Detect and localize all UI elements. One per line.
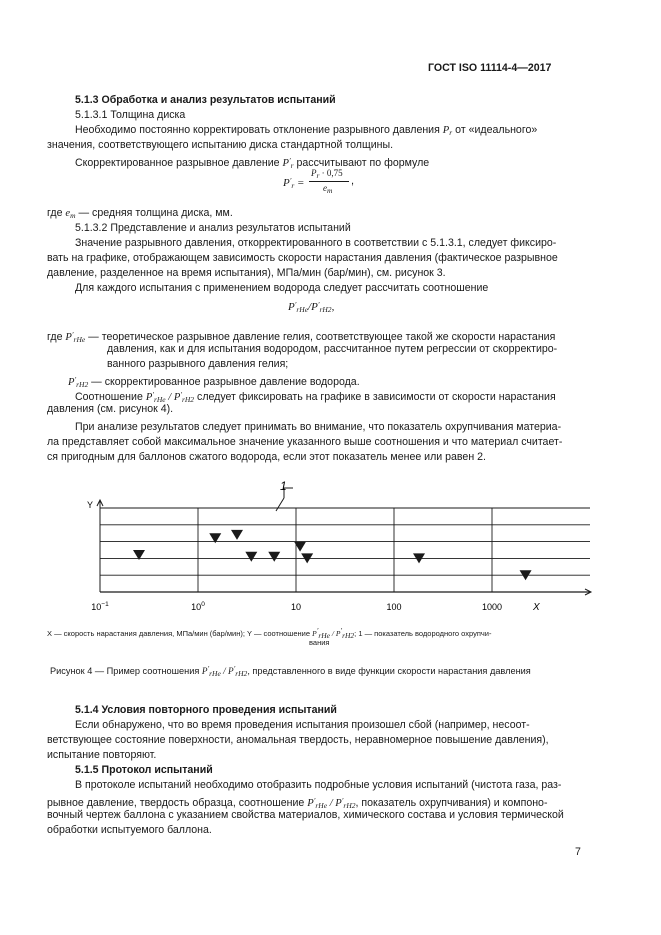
section-5-1-5-line-2: рывное давление, твердость образца, соотношение $P'_{rHe} / P'_{rH2}$, показатель охрупчивания) и компоно- bbox=[47, 796, 548, 810]
paragraph-1-line-1: Необходимо постоянно корректировать отклонение разрывного давления $P_r$ от «идеального» bbox=[75, 124, 538, 137]
page-number: 7 bbox=[575, 846, 581, 858]
section-5-1-3-title: 5.1.3 Обработка и анализ результатов испытаний bbox=[75, 94, 336, 106]
document-header: ГОСТ ISO 11114-4—2017 bbox=[428, 62, 552, 74]
section-5-1-5-line-4: обработки испытуемого баллона. bbox=[47, 824, 212, 836]
section-5-1-5-line-1: В протоколе испытаний необходимо отобразить подробные условия испытаний (чистота газа, раз- bbox=[75, 779, 562, 791]
where-em: где $e_m$ — средняя толщина диска, мм. bbox=[47, 207, 233, 220]
x-tick-label: 100 bbox=[386, 602, 402, 612]
chart-ticks bbox=[91, 601, 502, 612]
x-axis-label: X bbox=[533, 602, 540, 613]
formula-ratio: $P'_{rHe}/P'_{rH2}$, bbox=[288, 300, 335, 314]
data-point-marker bbox=[231, 530, 243, 540]
paragraph-6-line-2: ла представляет собой максимальное значение указанного выше соотношения и что материал считает- bbox=[47, 436, 563, 448]
section-5-1-4-line-3: испытание повторяют. bbox=[47, 749, 157, 761]
figure-4-chart bbox=[40, 470, 600, 620]
figure-caption: Рисунок 4 — Пример соотношения $P'_{rHe} / P'_{rH2}$, представленного в виде функции скорости нарастания давления bbox=[50, 664, 531, 678]
section-5-1-3-1-title: 5.1.3.1 Толщина диска bbox=[75, 109, 186, 121]
formula-corrected-pressure: $P'_r$ = $P_r \cdot 0,75$ $e_m$ , bbox=[283, 168, 355, 195]
paragraph-5-line-1: Соотношение $P'_{rHe} / P'_{rH2}$ следует фиксировать на графике в зависимости от скорости нарастания bbox=[75, 390, 556, 404]
section-5-1-5-line-3: вочный чертеж баллона с указанием свойства материалов, химического состава и условия термической bbox=[47, 809, 564, 821]
annotation-label-1: 1 bbox=[280, 479, 287, 493]
paragraph-3-line-2: вать на графике, отображающем зависимость скорости нарастания давления (фактическое разрывное bbox=[47, 252, 558, 264]
section-5-1-4-line-1: Если обнаружено, что во время проведения испытания произошел сбой (например, несоот- bbox=[75, 719, 530, 731]
paragraph-6-line-3: ся пригодным для баллонов сжатого водорода, если этот показатель менее или равен 2. bbox=[47, 451, 486, 463]
paragraph-4: Для каждого испытания с применением водорода следует рассчитать соотношение bbox=[75, 282, 489, 294]
paragraph-5-line-2: давления (см. рисунок 4). bbox=[47, 403, 174, 415]
y-axis-label: Y bbox=[87, 500, 94, 510]
paragraph-1-line-2: значения, соответствующего испытанию диска стандартной толщины. bbox=[47, 139, 394, 151]
figure-legend-line-1: X — скорость нарастания давления, МПа/мин (бар/мин); Y — соотношение P′rHe / P′rH2; 1 — показатель водородного охрупчи- bbox=[47, 626, 492, 640]
paragraph-6-line-1: При анализе результатов следует принимать во внимание, что показатель охрупчивания материа- bbox=[75, 421, 562, 433]
section-5-1-4-line-2: ветствующее состояние поверхности, аномальная твердость, неравномерное повышение давления), bbox=[47, 734, 549, 746]
x-tick-label: 1000 bbox=[481, 602, 503, 612]
where-phe-line-1: где $P'_{rHe}$ — теоретическое разрывное давление гелия, соответствующее такой же скорости нарастания bbox=[47, 330, 556, 344]
data-point-marker bbox=[245, 552, 257, 562]
where-phe-line-3: ванного разрывного давления гелия; bbox=[107, 358, 289, 370]
paragraph-3-line-3: давление, разделенное на время испытания), МПа/мин (бар/мин), см. рисунок 3. bbox=[47, 267, 446, 279]
chart-grid bbox=[97, 500, 591, 595]
x-tick-label: 10 bbox=[290, 602, 302, 612]
chart-points bbox=[133, 530, 532, 580]
where-phe-line-2: давления, как и для испытания водородом, рассчитанное путем регрессии от скорректиро- bbox=[107, 343, 558, 355]
x-tick-label: $10^{-1}$ bbox=[91, 601, 109, 612]
paragraph-3-line-1: Значение разрывного давления, откорректированного в соответствии с 5.1.3.1, следует фиксиро- bbox=[75, 237, 557, 249]
section-5-1-4-title: 5.1.4 Условия повторного проведения испытаний bbox=[75, 704, 337, 716]
data-point-marker bbox=[268, 552, 280, 562]
section-5-1-3-2-title: 5.1.3.2 Представление и анализ результатов испытаний bbox=[75, 222, 351, 234]
where-ph2: $P'_{rH2}$ — скорректированное разрывное давление водорода. bbox=[68, 375, 360, 389]
x-tick-label: $10^0$ bbox=[191, 601, 205, 612]
paragraph-2: Скорректированное разрывное давление $P'_r$ рассчитывают по формуле bbox=[75, 156, 430, 170]
section-5-1-5-title: 5.1.5 Протокол испытаний bbox=[75, 764, 213, 776]
figure-legend-line-2: вания bbox=[309, 638, 330, 647]
